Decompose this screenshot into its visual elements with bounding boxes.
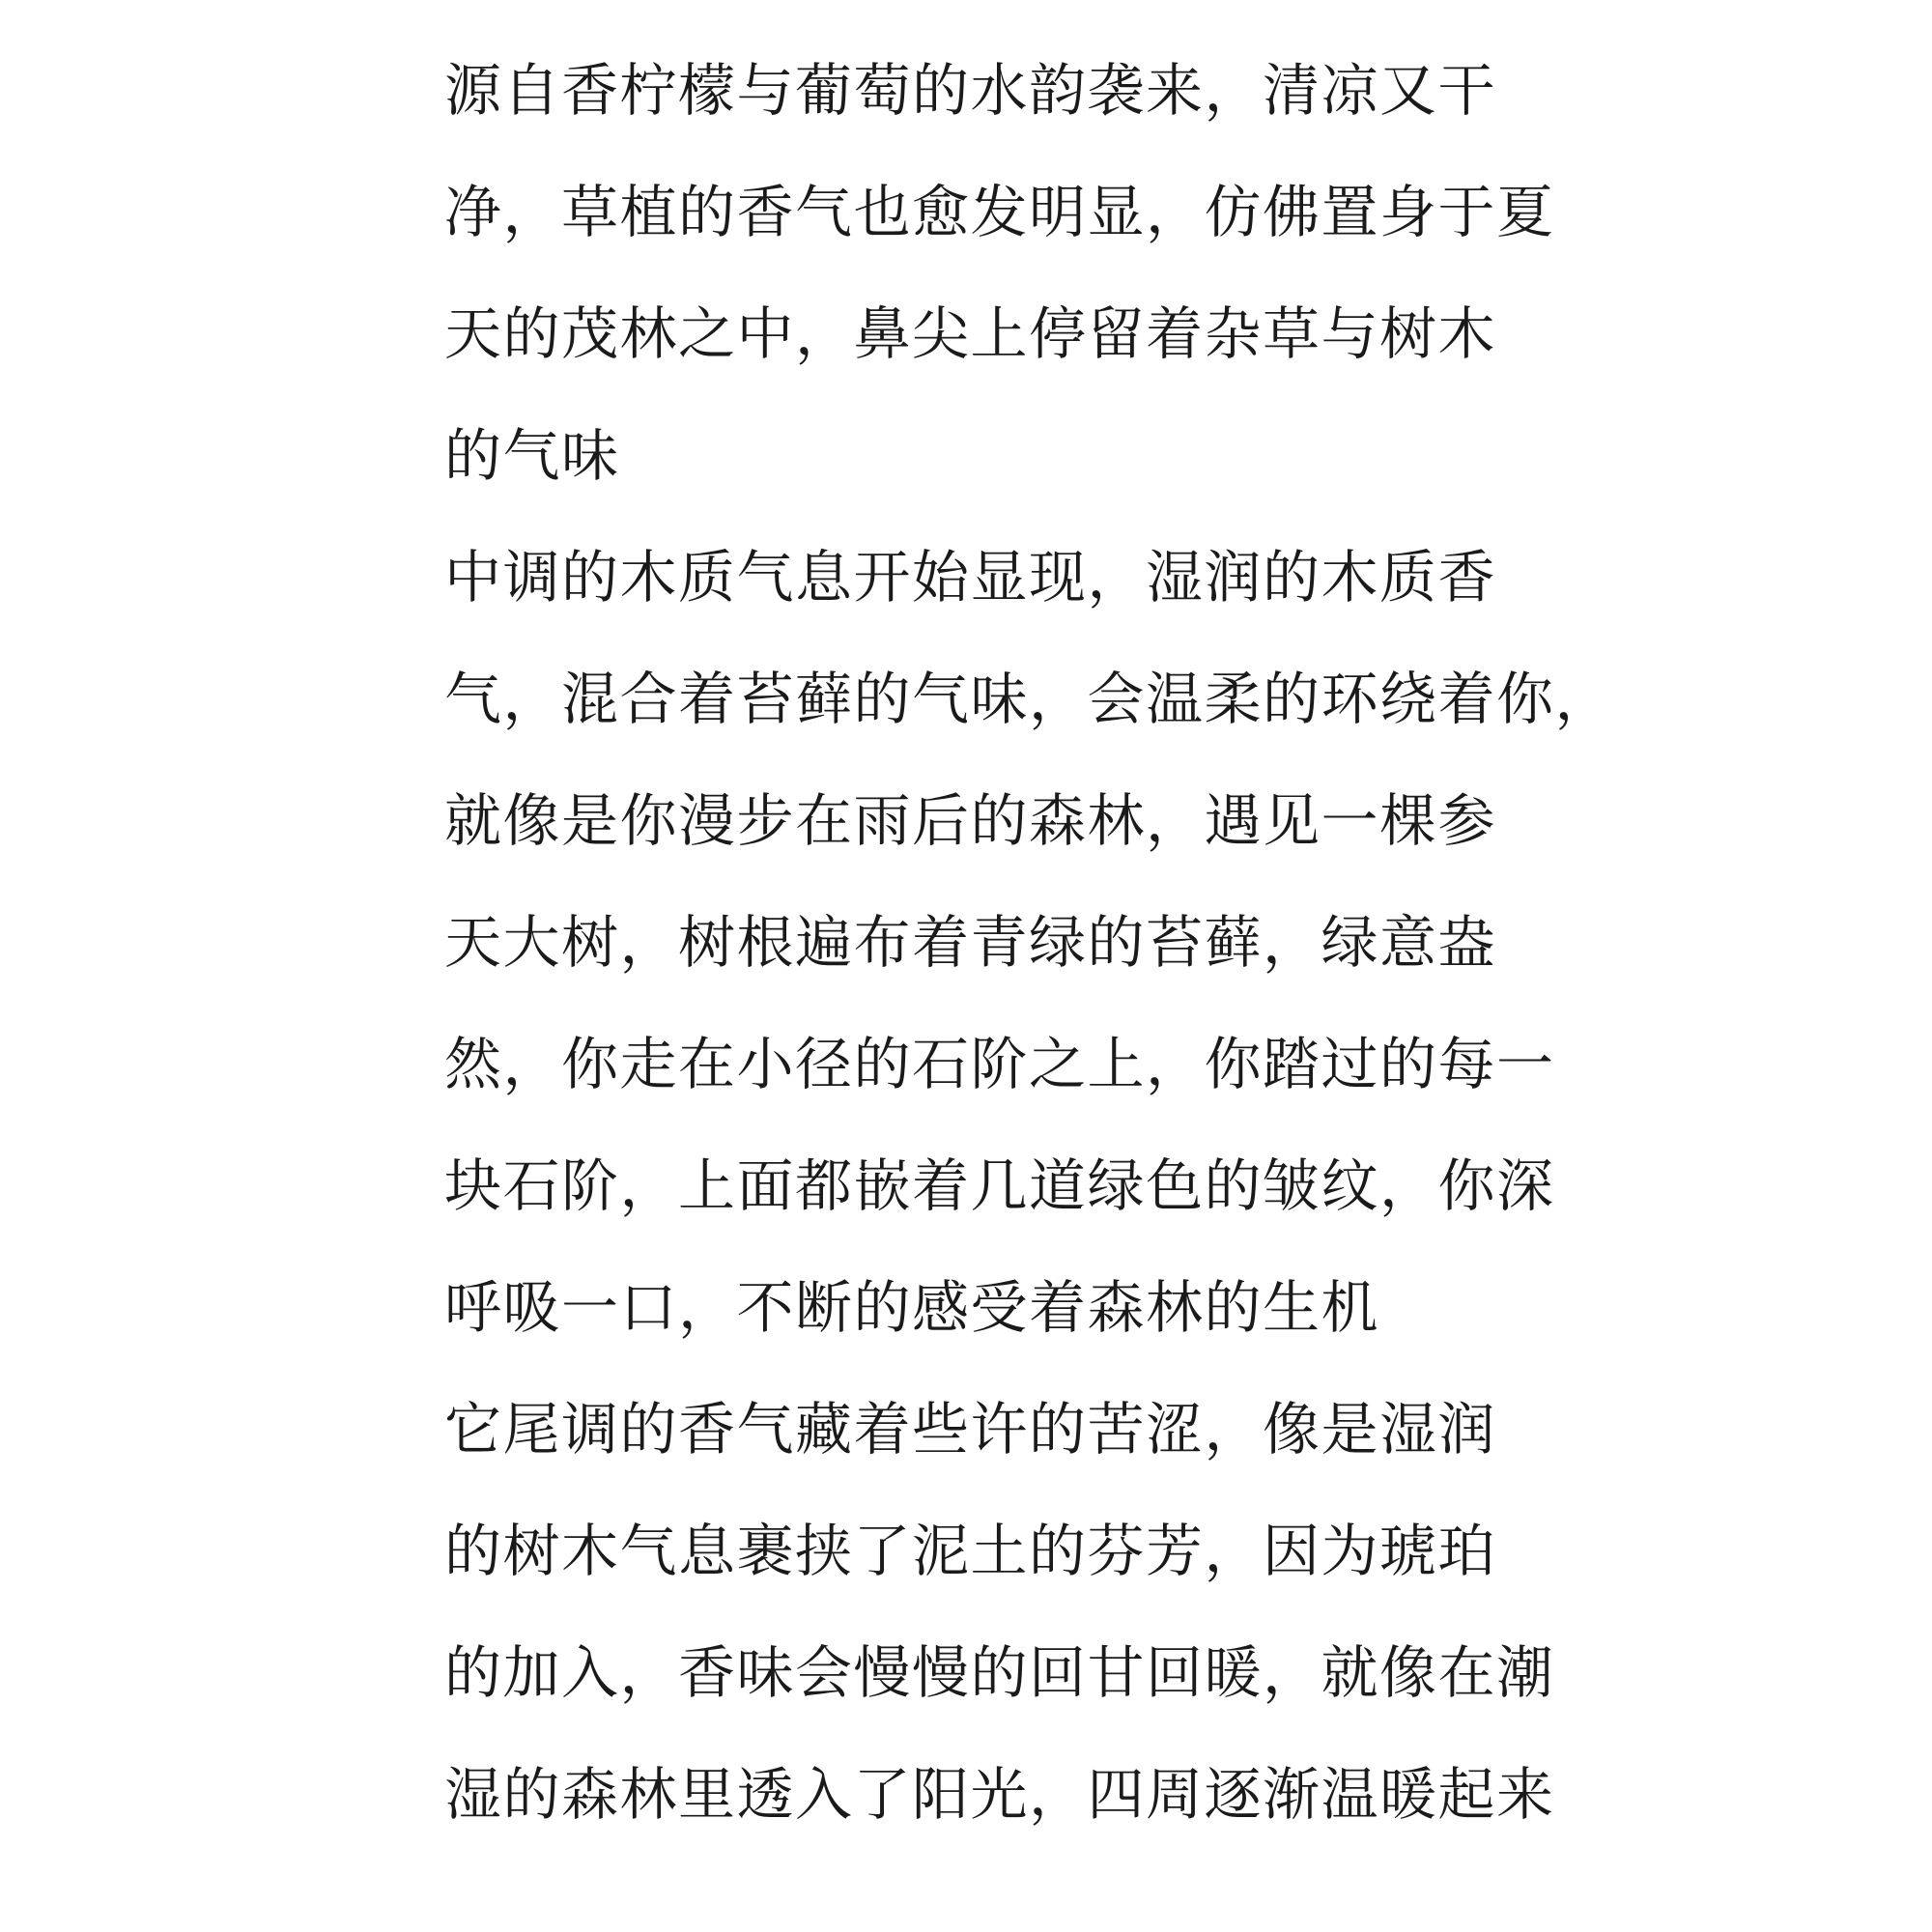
text-line: 然，你走在小径的石阶之上，你踏过的每一 xyxy=(444,1031,1555,1097)
paragraph-middle-notes xyxy=(444,541,1614,1393)
text-line: 湿的森林里透入了阳光，四周逐渐温暖起来 xyxy=(444,1761,1555,1828)
text-line: 它尾调的香气藏着些许的苦涩，像是湿润 xyxy=(444,1396,1497,1463)
document-page xyxy=(444,54,1614,1880)
text-line: 中调的木质气息开始显现，湿润的木质香 xyxy=(444,544,1497,611)
text-line: 的加入，香味会慢慢的回甘回暖，就像在潮 xyxy=(444,1639,1555,1706)
text-line: 的气味 xyxy=(444,422,620,489)
text-line: 的树木气息裹挟了泥土的芬芳，因为琥珀 xyxy=(444,1518,1497,1584)
text-line: 天的茂林之中，鼻尖上停留着杂草与树木 xyxy=(444,300,1497,367)
text-line: 净，草植的香气也愈发明显，仿佛置身于夏 xyxy=(444,179,1555,245)
text-line: 气，混合着苔藓的气味，会温柔的环绕着你， xyxy=(444,666,1614,732)
paragraph-base-notes xyxy=(444,1393,1555,1880)
text-line: 天大树，树根遍布着青绿的苔藓，绿意盎 xyxy=(444,909,1497,976)
text-line: 呼吸一口，不断的感受着森林的生机 xyxy=(444,1274,1380,1341)
text-line: 就像是你漫步在雨后的森林，遇见一棵参 xyxy=(444,787,1497,854)
text-line: 块石阶，上面都嵌着几道绿色的皱纹，你深 xyxy=(444,1152,1555,1219)
paragraph-top-notes xyxy=(444,54,1555,541)
text-line: 源自香柠檬与葡萄的水韵袭来，清凉又干 xyxy=(444,57,1497,124)
